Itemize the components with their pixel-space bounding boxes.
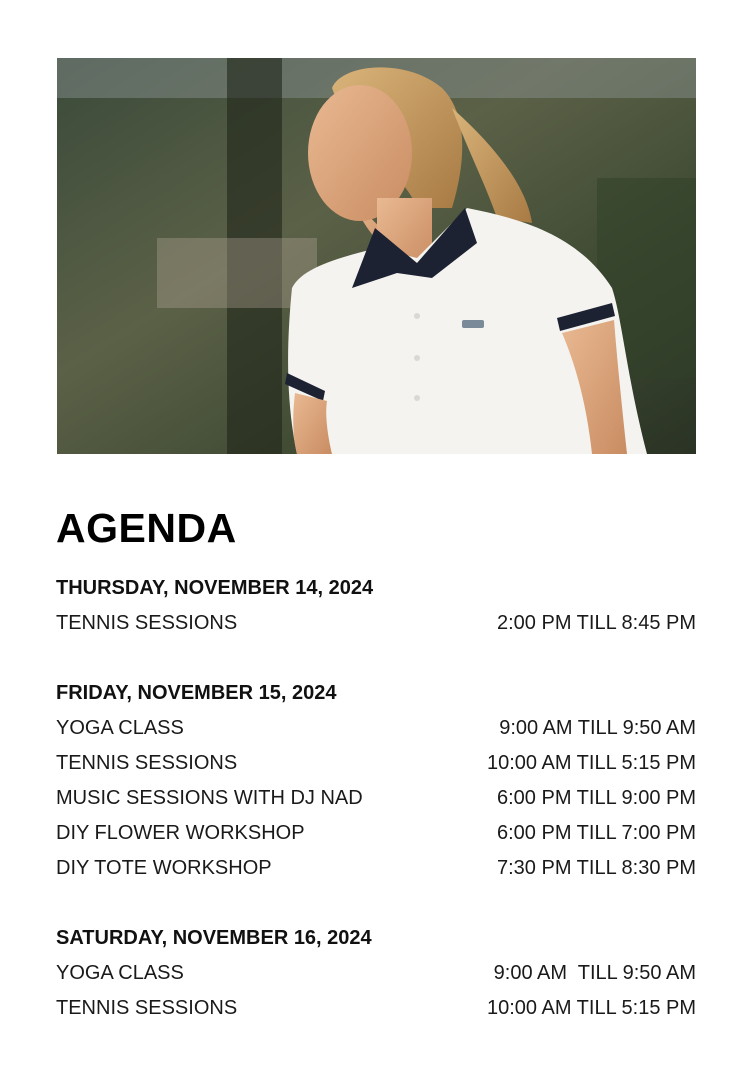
event-name: MUSIC SESSIONS WITH DJ NAD: [56, 787, 363, 809]
agenda-row: [56, 746, 696, 781]
event-time: 10:00 AM TILL 5:15 PM: [486, 752, 696, 774]
event-name: YOGA CLASS: [56, 962, 184, 984]
event-name: TENNIS SESSIONS: [56, 612, 238, 634]
page-title: AGENDA: [56, 505, 237, 551]
day-heading: THURSDAY, NOVEMBER 14, 2024: [56, 577, 374, 599]
day-section-saturday: [56, 921, 696, 1026]
event-name: TENNIS SESSIONS: [56, 752, 238, 774]
agenda-row: [56, 781, 696, 816]
agenda-row: [56, 956, 696, 991]
event-time: 6:00 PM TILL 7:00 PM: [497, 822, 696, 844]
event-time: 7:30 PM TILL 8:30 PM: [497, 857, 696, 879]
event-name: DIY FLOWER WORKSHOP: [56, 822, 305, 844]
event-name: DIY TOTE WORKSHOP: [56, 857, 272, 879]
agenda-row: [56, 851, 696, 886]
photo-woman-white-polo: [57, 58, 696, 454]
agenda-row: [56, 606, 696, 641]
day-heading: FRIDAY, NOVEMBER 15, 2024: [56, 682, 337, 704]
hero-photo: [57, 58, 696, 454]
day-section-thursday: [56, 571, 696, 641]
day-heading: SATURDAY, NOVEMBER 16, 2024: [56, 927, 372, 949]
agenda-row: [56, 991, 696, 1026]
agenda-row: [56, 816, 696, 851]
event-time: 6:00 PM TILL 9:00 PM: [497, 787, 696, 809]
event-time: 2:00 PM TILL 8:45 PM: [497, 612, 696, 634]
event-time: 9:00 AM TILL 9:50 AM: [499, 717, 696, 739]
event-name: YOGA CLASS: [56, 717, 184, 739]
event-time: 9:00 AM TILL 9:50 AM: [493, 962, 696, 984]
event-time: 10:00 AM TILL 5:15 PM: [486, 997, 696, 1019]
event-name: TENNIS SESSIONS: [56, 997, 238, 1019]
day-section-friday: [56, 676, 696, 886]
agenda-row: [56, 711, 696, 746]
